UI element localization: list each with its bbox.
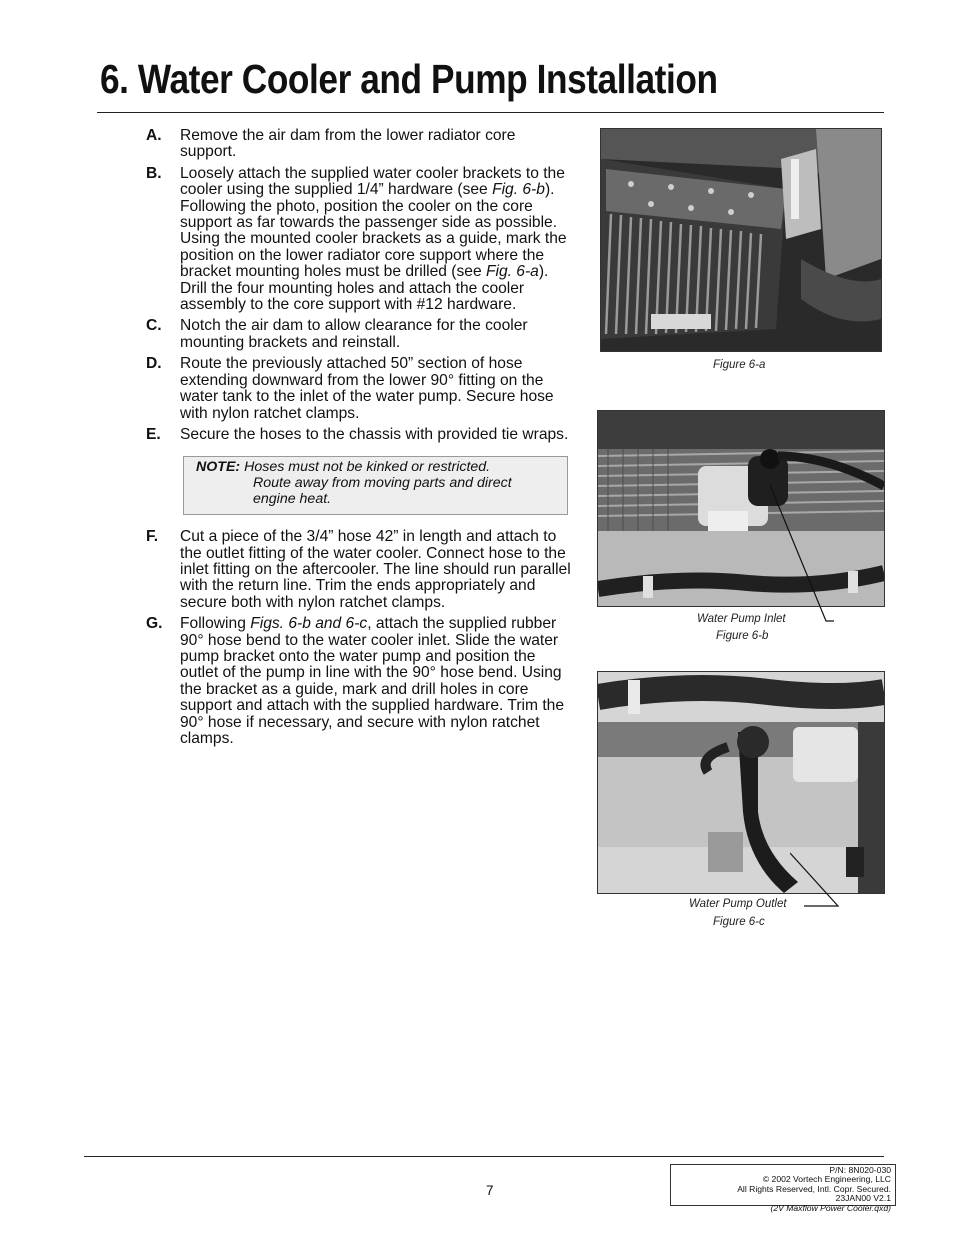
document-info-box — [670, 1164, 896, 1213]
figure-reference: Fig. 6-a — [485, 263, 539, 281]
footer-divider — [84, 1156, 884, 1157]
title-divider — [97, 112, 884, 113]
copyright-line: © 2002 Vortech Engineering, LLC — [762, 1174, 891, 1185]
step-e — [146, 427, 574, 443]
step-g — [146, 616, 574, 747]
instruction-steps — [146, 128, 574, 752]
step-text: Following Figs. 6-b and 6-c, attach the supplied rubber 90° hose bend to the water cooler inlet. Slide the water pump bracket onto the water pump and position the outlet of the pump in line with the 90° hose bend. Using the bracket as a guide, mark and drill holes in core support and attach with the supplied hardware. Trim the 90° hose if necessary, and secure with nylon ratchet clamps. — [180, 615, 564, 747]
version-line: 23JAN00 V2.1 (2V Maxflow Power Cooler.qxd) — [770, 1193, 891, 1213]
figure-6a-caption: Figure 6-a — [713, 359, 766, 371]
page-title: 6. Water Cooler and Pump Installation — [100, 56, 718, 102]
step-c — [146, 318, 574, 351]
step-d — [146, 356, 574, 422]
step-text: Remove the air dam from the lower radiator core support. — [180, 127, 516, 161]
step-letter: C. — [146, 317, 162, 335]
figure-6a-photo — [600, 128, 882, 352]
step-letter: A. — [146, 127, 162, 144]
step-text: Secure the hoses to the chassis with provided tie wraps. — [180, 425, 569, 443]
figure-6b-photo — [597, 410, 885, 607]
water-pump-inlet-leader — [770, 485, 840, 625]
step-f — [146, 529, 574, 611]
step-letter: F. — [146, 528, 159, 546]
step-letter: E. — [146, 425, 161, 443]
step-text: Route the previously attached 50” section of hose extending downward from the lower 90° fitting on the water tank to the inlet of the water pump. Secure hose with nylon ratchet clamps. — [180, 355, 554, 422]
rights-line: All Rights Reserved, Intl. Copr. Secured. — [737, 1183, 891, 1194]
step-a — [146, 128, 574, 161]
step-letter: D. — [146, 355, 162, 373]
water-pump-inlet-callout: Water Pump Inlet — [697, 613, 786, 625]
file-name: (2V Maxflow Power Cooler.qxd) — [770, 1202, 891, 1213]
note-box — [183, 456, 568, 515]
step-text: Cut a piece of the 3/4” hose 42” in length and attach to the outlet fitting of the water cooler. Connect hose to the inlet fitting on the aftercooler. The line should run parallel with the return line. Trim the ends appropriately and secure both with nylon ratchet clamps. — [180, 528, 571, 611]
note-line-1: Hoses must not be kinked or restricted. — [244, 459, 491, 476]
water-pump-outlet-leader — [790, 850, 850, 910]
note-line-2: Route away from moving parts and direct engine heat. — [253, 474, 512, 507]
step-b — [146, 166, 574, 314]
note-label: NOTE: — [196, 459, 241, 476]
step-letter: B. — [146, 164, 162, 182]
step-letter: G. — [146, 615, 163, 633]
figure-reference: Fig. 6-b — [492, 181, 545, 199]
water-pump-outlet-callout: Water Pump Outlet — [689, 898, 787, 910]
figure-6c-caption: Figure 6-c — [713, 916, 765, 928]
part-number: P/N: 8N020-030 — [829, 1165, 891, 1175]
step-text: Loosely attach the supplied water cooler brackets to the cooler using the supplied 1/4” hardware (see Fig. 6-b). Following the photo, position the cooler on the core support as far towards the passenger side as possible. Using the mounted cooler brackets as a guide, mark the position on the lower radiator core support where the bracket mounting holes must be drilled (see Fig. 6-a). Drill the four mounting holes and attach the cooler assembly to the core support with #12 hardware. — [180, 164, 567, 314]
figure-reference: Figs. 6-b and 6-c — [250, 615, 368, 633]
step-text: Notch the air dam to allow clearance for the cooler mounting brackets and reinstall. — [180, 317, 528, 351]
page-number: 7 — [486, 1183, 494, 1198]
figure-6b-caption: Figure 6-b — [716, 630, 769, 642]
